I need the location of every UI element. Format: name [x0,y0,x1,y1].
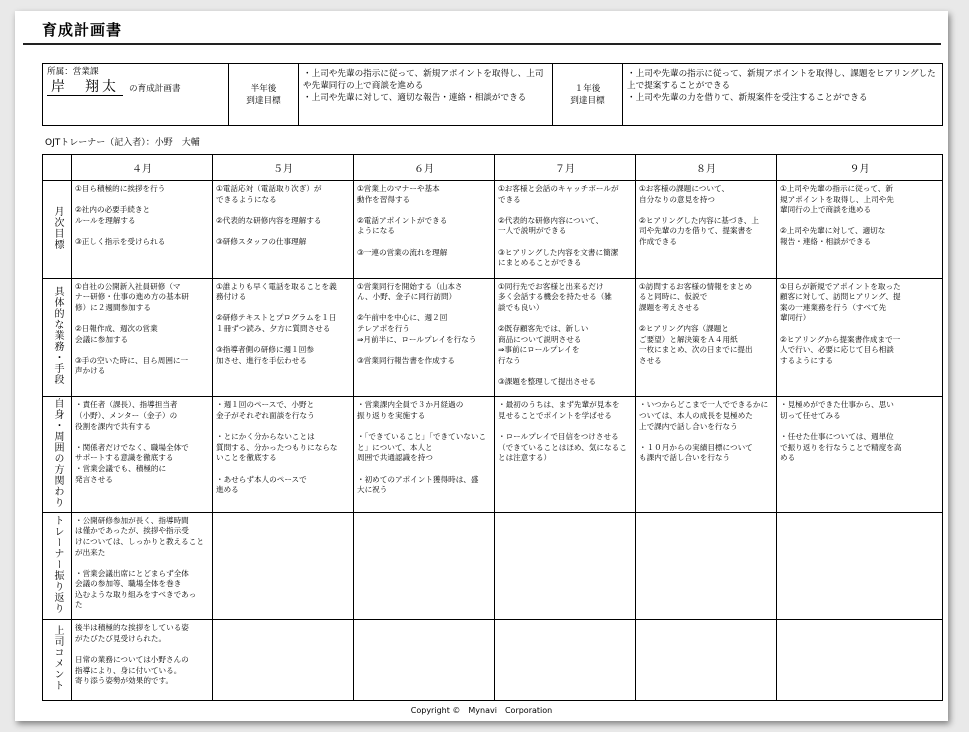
table-cell [354,512,495,620]
department-label: 所属：営業課 [47,67,99,77]
cell-text: ①目ら積極的に挨拶を行う ②社内の必要手続きと ルールを理解する ③正しく指示を受けられる [75,184,166,246]
table-row [43,278,943,397]
month-header: ９月 [777,155,943,181]
row-label [43,278,72,397]
table-cell [495,397,636,512]
cell-text: ①上司や先輩の指示に従って、新 規アポイントを取得し、上司や先 輩同行の上で商談を進める ②上司や先輩に対して、適切な 報告・連絡・相談ができる [780,184,894,246]
row-label-text: 月次目標 [52,205,63,250]
month-header-row [43,155,943,181]
cell-text: ・いつからどこまで一人でできるかに ついては、本人の成長を見極めた 上で課内で話し合いを行なう ・１０月からの実績目標について も課内で話し合いを行なう [639,400,769,463]
table-cell [354,278,495,397]
month-header: ８月 [636,155,777,181]
cell-text [354,620,494,626]
month-header: ４月 [72,155,213,181]
month-header: ７月 [495,155,636,181]
cell-text: ①訪問するお客様の情報をまとめ ると同時に、仮説で 課題を考えさせる ②ヒアリング内容（課題と ご要望）と解決策をＡ４用紙 一枚にまとめ、次の日までに提出 させる [639,281,753,365]
table-row [43,512,943,620]
one-year-goal: ・上司や先輩の指示に従って、新規アポイントを取得し、課題をヒアリングした上で提案することができる ・上司や先輩の力を借りて、新規案件を受注することができる [627,69,936,103]
cell-text [777,513,942,519]
row-label-text: 具体的な業務・手段 [52,286,63,386]
cell-text [213,513,353,519]
row-label [43,620,72,701]
month-header: ６月 [354,155,495,181]
table-cell [495,620,636,701]
plan-suffix: の育成計画書 [129,84,181,94]
row-label-text: トレーナー振り返り [52,514,63,614]
table-cell [213,181,354,279]
row-label [43,397,72,512]
table-cell [213,620,354,701]
half-year-label [229,64,299,126]
cell-text [636,620,776,626]
table-row [43,181,943,279]
table-cell [777,512,943,620]
cell-text: ①同行先でお客様と出来るだけ 多く会話する機会を持たせる（雑 談でも良い） ②既存顧客先では、新しい 商品について説明させる ⇒事前にロールプレイを 行なう ③課題を整理して提出させる [498,281,612,386]
table-cell [354,397,495,512]
goal-header-table [42,63,943,126]
row-label [43,181,72,279]
table-cell [72,512,213,620]
cell-text: 後半は積極的な挨拶をしている姿 がたびたび見受けられた。 日常の業務については小野さんの 指導により、身に付いている。 寄り添う姿勢が効果的です。 [75,623,189,686]
trainer-line: OJTトレーナー（記入者）：小野 大輔 [45,138,200,148]
row-label-text: 自身・周囲の方関わり [52,397,63,508]
cell-text: ①営業上のマナーや基本 動作を習得する ②電話アポイントができる ようになる ③一連の営業の流れを理解 [357,184,448,257]
cell-text: ①自社の公開新入社員研修（マ ナー研修・仕事の進め方の基本研 修）に２週間参加する ②日報作成、週次の営業 会議に参加する ③手の空いた時に、目ら周囲に一 声かける [75,281,189,376]
table-row [43,397,943,512]
table-cell [213,278,354,397]
half-year-label-text: 半年後 到達目標 [246,83,281,106]
table-cell [636,620,777,701]
half-year-goal: ・上司や先輩の指示に従って、新規アポイントを取得し、上司や先輩同行の上で商談を進める ・上司や先輩に対して、適切な報告・連絡・相談ができる [303,69,544,103]
cell-text: ・見極めができた仕事から、思い 切って任せてみる ・任せた仕事については、週単位 で振り返りを行なうことで精度を高 める [780,400,902,463]
cell-text [636,513,776,519]
month-header: ５月 [213,155,354,181]
cell-text [354,513,494,519]
cell-text: ①誰よりも早く電話を取ることを義 務付ける ②研修テキストとプログラムを１日 １冊ずつ読み、夕方に質問させる ③指導者側の研修に週１回参 加させ、進行を手伝わせる [216,281,337,365]
cell-text [777,620,942,626]
document-title: 育成計画書 [42,21,123,39]
cell-text: ・責任者（課長）、指導担当者 （小野）、メンター（金子）の 役割を課内で共有する ・関係者だけでなく、職場全体で サポートする意識を徹底する ・営業会議でも、積極的に 発言させる [75,400,189,484]
cell-text: ①お客様の課題について、 自分なりの意見を持つ ②ヒアリングした内容に基づき、上 司や先輩の力を借りて、提案書を 作成できる [639,184,759,246]
cell-text: ・週１回のペースで、小野と 金子がそれぞれ面談を行なう ・とにかく分からないことは 質問する、分かったつもりにならな いことを徹底する ・あせらず本人のペースで 進める [216,400,338,495]
table-cell [354,181,495,279]
table-cell [72,397,213,512]
cell-text: ①電話応対（電話取り次ぎ）が できるようになる ②代表的な研修内容を理解する ③研修スタッフの仕事理解 [216,184,322,246]
table-cell [72,278,213,397]
title-rule [23,43,941,45]
table-cell [636,512,777,620]
row-label [43,512,72,620]
plan-sheet [15,11,948,721]
table-cell [777,278,943,397]
cell-text: ・最初のうちは、まず先輩が見本を 見せることでポイントを学ばせる ・ロールプレイで目信をつけさせる （できていることはほめ、気になるこ とは注意する） [498,400,627,463]
employee-info-cell [43,64,229,126]
cell-text: ・公開研修参加が長く、指導時間 は僅かであったが、挨拶や指示受 けについては、しっかりと教えること が出来た ・営業会議出席にとどまらず全体 会議の参加等、職場全体を巻き 込むような取り組みをすべきであっ た [75,515,204,610]
table-cell [213,397,354,512]
table-row [43,620,943,701]
table-cell [636,278,777,397]
copyright-footer: Copyright © Mynavi Corporation [410,706,553,715]
table-cell [777,397,943,512]
table-cell [777,620,943,701]
row-label-text: 上司コメント [52,625,63,692]
table-cell [777,181,943,279]
table-cell [636,181,777,279]
monthly-plan-table [42,154,943,701]
table-cell [354,620,495,701]
half-year-goal-cell [299,64,553,126]
corner-cell [43,155,72,181]
table-cell [495,512,636,620]
table-cell [636,397,777,512]
table-cell [213,512,354,620]
cell-text: ①目らが新規でアポイントを取った 顧客に対して、訪問ヒアリング、提 案の一連業務を行う（すべて先 輩同行） ②ヒアリングから提案書作成まで一 人で行い、必要に応じて目ら相談 するようにする [780,281,901,365]
one-year-label-text: １年後 到達目標 [570,83,605,106]
employee-name: 岸 翔太 [47,79,123,96]
cell-text: ①営業同行を開始する（山本さ ん、小野、金子に同行訪問） ②午前中を中心に、週２回 テレアポを行う ⇒月前半に、ロールプレイを行なう ③営業同行報告書を作成する [357,281,477,365]
cell-text: ①お客様と会話のキャッチボールが できる ②代表的な研修内容について、 一人で説明ができる ③ヒアリングした内容を文書に簡潔 にまとめることができる [498,184,619,268]
table-cell [72,181,213,279]
cell-text [495,620,635,626]
cell-text: ・営業課内全員で３か月経過の 振り返りを実施する ・「できていること」「できていないこ と」について、本人と 周囲で共通認識を持つ ・初めてのアポイント獲得時は、盛 大に祝う [357,400,487,495]
one-year-label [553,64,623,126]
cell-text [495,513,635,519]
table-cell [72,620,213,701]
cell-text [213,620,353,626]
table-cell [495,278,636,397]
table-cell [495,181,636,279]
one-year-goal-cell [623,64,943,126]
